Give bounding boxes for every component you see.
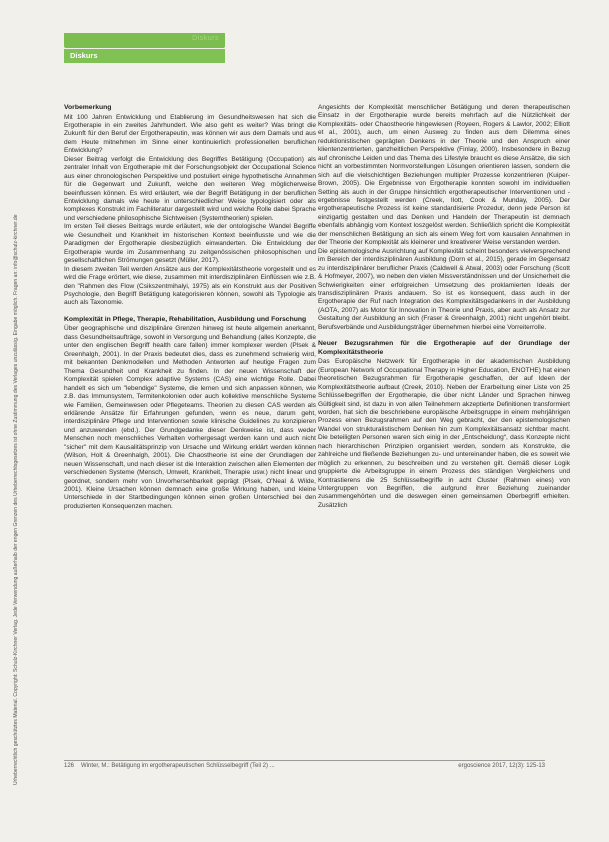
section-heading: Komplexität in Pflege, Therapie, Rehabilitation, Ausbildung und Forschung [64,315,307,323]
header-color-bar [64,33,225,48]
copyright-side-note [13,45,27,785]
section-heading: Vorbemerkung [64,104,112,111]
body-paragraph: Das Europäische Netzwerk für Ergotherapie in der akademischen Ausbildung (European Network of Occupational Therapy in Higher Education, ENOTHE) hat einen theoretischen Bezugsrahmen für Ergotherapie geschaffen, der auf Ideen der Komplexitätstheorie aufbaut (Creek, 2010). Neben der Erarbeitung einer Liste von 25 Schlüsselbegriffen der Ergotherapie, die über nicht Länder und Sprachen hinweg Gültigkeit sind, ist dazu in von allen Teilnehmern akzeptierte Definitionen transformiert worden, hat sich die beschriebene europäische Arbeitsgruppe in einem mehrjährigen Prozess einen Bezugsrahmen auf den Weg gebracht, der den epistemologischen Wandel von strukturalistischem Denken hin zum Komplexitätsansatz sichtbar macht. Die beteiligten Personen waren sich einig in der „Entscheidung“, dass Konzepte nicht nach hierarchischen Prinzipien organisiert werden, sondern als Konstrukte, die zahlreiche und fließende Beziehungen zu- und untereinander haben, die es soweit wie möglich zu erkennen, zu beschreiben und zu verstehen gilt. Gemäß dieser Logik gruppierte die Arbeitsgruppe in einem Prozess des ständigen Vergleichens und Kontrastierens die 25 Schlüsselbegriffe in acht Cluster (Rahmen eines) von Untergruppen von Begriffen, die aufgrund ihrer Beziehung zueinander zusammengehörten und die deswegen einen gemeinsamen Oberbegriff erhielten. Zusätzlich [318,358,570,509]
running-citation: Winter, M.: Betätigung im ergotherapeutischen Schlüsselbegriff (Teil 2) ... [81,763,275,769]
body-paragraph: Mit 100 Jahren Entwicklung und Etablierung im Gesundheitswesen hat sich die Ergotherapie in ein zweites Jahrhundert. Wie also geht es weiter? Was bringt die Zukunft für den Beruf der Ergotherapeutin, was können wir aus dem Damals und aus dem Heute mitnehmen im Sinne einer kontinuierlich professionellen beruflichen Entwicklung? [64,113,316,155]
section-heading: Neuer Bezugsrahmen für die Ergotherapie auf der Grundlage der Komplexitätstheorie [318,340,570,356]
body-paragraph: Angesichts der Komplexität menschlicher Betätigung und deren therapeutischen Einsatz in der Ergotherapie wurde bereits mehrfach auf die Nützlichkeit der Komplexitäts- oder Chaostheorie hingewiesen (Royeen, Rogers & Lawlor, 2002; Elliott et al., 2001), auch, um einen Ausweg zu finden aus dem Dilemma eines reduktionistischen geprägten Denkens in der Theorie und den Anspruch einer klientenzentrierten, ganzheitlichen Perspektive (Finlay, 2000). Insbesondere in Bezug auf chronische Leiden und das Thema des Lifestyle braucht es diese Ansätze, die sich nicht an vorbestimmten Normvorstellungen Lösungen orientieren lassen, sondern die sich auf die vielschichtigen Beziehungen multipler Prozesse konzentrieren (Kuiper-Brown, 2005). Die Ergebnisse von Ergotherapie konnten sowohl im individuellen Setting als auch in der Gruppe hinsichtlich ergotherapeutischer Interventionen und -ergebnisse festgestellt werden (Creek, Ilott, Cook & Munday, 2005). Der ergotherapeutische Prozess ist keine standardisierte Prozedur, denn jede Person ist einzigartig gestalten und das Denken und Handeln der Therapeutin ist demnach ebenfalls abhängig vom Kontext loszgelöst werden. Schließlich spricht die Komplexität der menschlichen Betätigung an sich als einem Weg fort vom kausalen Annahmen in der Theorie der Komplexität als kleinerer und kreativerer Weise verstanden werden. [318,104,570,247]
left-column [64,104,316,756]
copyright-text: Urheberrechtlich geschütztes Material. Copyright: Schulz-Kirchner Verlag. Jede Verwendung außerhalb der engen Grenzen des Urheberrechtsgesetzes ist ohne Zustimmung des Verlages unzulässig. Eingabe möglich. Fragen an: info@schulz-kirchner.de [13,214,19,785]
body-paragraph: Im ersten Teil dieses Beitrags wurde erläutert, wie der ontologische Wandel Begriffe wie Gesundheit und Krankheit im historischen Kontext beeinflusste und wie die Paradigmen der Ergotherapie diesbezüglich einwanderten. Die Entwicklung der Ergotherapie wurde im Zusammenhang zu zeitgenössischen philosophischen und gesellschaftlichen Strömungen gesetzt (Müller, 2017). [64,223,316,265]
right-column [318,104,570,756]
header-faint-label: Diskurs [192,35,219,42]
page-number: 126 [64,763,75,769]
body-paragraph: In diesem zweiten Teil werden Ansätze aus der Komplexitätstheorie vorgestellt und es wird die Frage erörtert, wie diese, zusammen mit interdisziplinären Einflüssen wie z.B. den "Rahmen des Flow (Csikszentmihalyi, 1975) als ein Konstrukt aus der Positiven Psychologie, den Begriff Betätigung kategorisieren können, sowohl als Typologie als auch als Taxonomie. [64,265,316,307]
section-tab: Diskurs [64,49,225,63]
section-spacer [64,308,316,316]
journal-reference: ergoscience 2017, 12(3): 125-13 [458,763,545,769]
page-footer [64,763,545,773]
footer-rule [64,760,545,761]
body-paragraph: Über geographische und disziplinäre Grenzen hinweg ist heute allgemein anerkannt, dass Gesundheitsaufträge, sowohl in Versorgung und Behandlung (alles Konzepte, die unter den englischen Begriff health care fallen) immer komplexer werden (Plsek & Greenhalgh, 2001). In der Praxis bedeutet dies, dass es zunehmend schwierig wird, mit bekannten Denkmodellen und Methoden Antworten auf heutige Fragen zum Thema Gesundheit und Krankheit zu finden. In der neuen Wissenschaft der Komplexität spielen Complex adaptive Systems (CAS) eine wichtige Rolle. Dabei handelt es sich um "lebendige" Systeme, die lernen und sich anpassen können, wie z.B. das Immunsystem, Termitenkolonien oder auch kollektive menschliche Systeme wie Familien, Gemeinwesen oder Pflegeteams. Theorien zu diesen CAS werden als erklärende Ansätze für Erfahrungen gefunden, wenn es neue, darum geht, interdisziplinäre Pflege und Interventionen sowie klinische Guidelines zu konzipieren und anzuwenden (ebd.). Der Grundgedanke dieser Denkweise ist, dass weder Menschen noch menschliches Verhalten vorhergesagt werden kann und auch nicht "sicher" mit dem Kausalitätsprinzip von Ursache und Wirkung erklärt werden können (Wilson, Holt & Greenhalgh, 2001). Die Chaostheorie ist eine der Grundlagen der neuen Wissenschaft, und nach dieser ist die Interaktion zwischen allen Elementen der verschiedenen Systeme (Mensch, Umwelt, Krankheit, Therapie usw.) nicht linear und geordnet, sondern mehr von Unvorhersehbarkeit geprägt (Plsek, O'Neal & Wilde, 2001). Kleine Ursachen können demnach eine große Wirkung haben, und kleine Unterschiede in der Startbedingungen können einen großen Unterschied bei den produzierten Konsequenzen machen. [64,325,316,510]
body-paragraph: Die epistemologische Ausrichtung auf Komplexität scheint besonders vielversprechend im Bereich der interdisziplinären Ausbildung (Dorn et al., 2015), gerade im Gegensatz zu interdisziplinärer beruflicher Praxis (Caldwell & Atwal, 2003) oder Forschung (Scott & Hofmeyer, 2007), wo neben den vielen Missverständnissen und der Unsicherheit die Schwierigkeiten einer erfolgreichen Umsetzung des proklamierten Ideals der transdisziplinären Praxis andauern. So ist es konsequent, dass auch in der Ergotherapie der Ruf nach Integration des Komplexitätsgedankens in der Ausbildung (AOTA, 2007) als Motor für Innovation in Theorie und Praxis, aber auch als Ansatz zur Gestaltung der Ausbildung an sich (Fraser & Greenhalgh, 2001) nicht ungehört bleibt. Berufsverbände und Ausbildungsträger übernehmen hierbei eine Vorreiterrolle. [318,247,570,331]
body-paragraph: Dieser Beitrag verfolgt die Entwicklung des Begriffes Betätigung (Occupation) als zentraler Inhalt von Ergotherapie mit der Forschungsobjekt der Occupational Science aus einer chronologischen Perspektive und postuliert einige hypothetische Annahmen für die Gegenwart und Zukunft, welche den weiteren Weg möglicherweise beeinflussen können. Es wird erläutert, wie der Begriff Betätigung in der beruflichen Entwicklung damals wie heute in unterschiedlicher Weise typologisiert oder als komplexes Konstrukt im Fachliteratur dargestellt wird und welche Rolle dabei Sprache und verschiedene philosophische Sichtweisen (Systemtheorien) spielen. [64,155,316,222]
section-spacer [318,332,570,340]
